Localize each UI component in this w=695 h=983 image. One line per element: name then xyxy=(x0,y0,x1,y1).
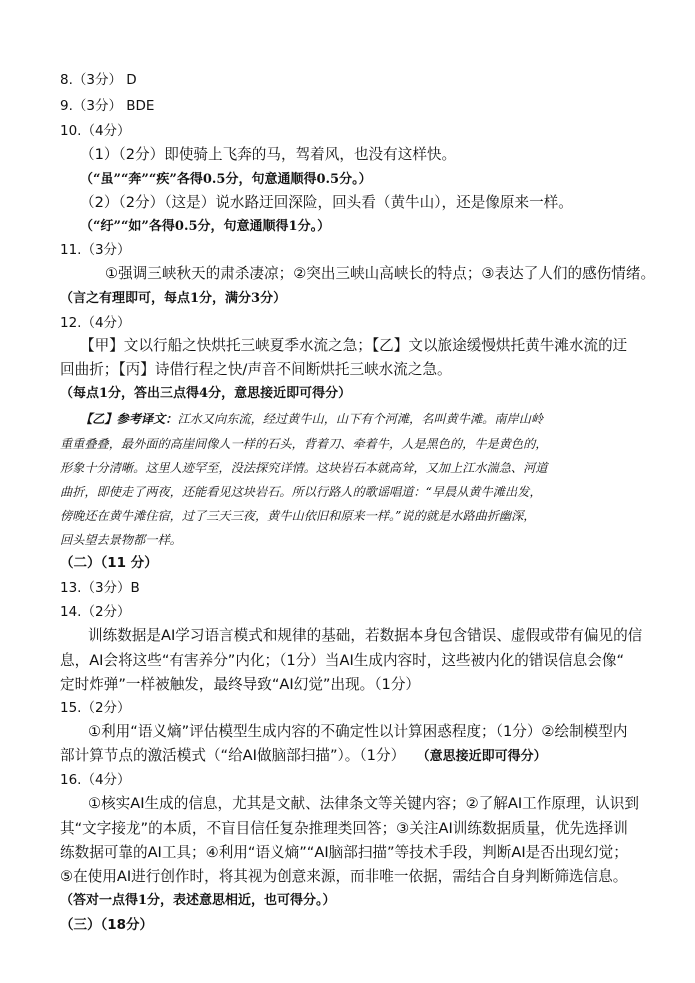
q16-answer-2: 其“文字接龙”的本质，不盲目信任复杂推理类回答；③关注AI训练数据质量，优先选择训 xyxy=(60,820,628,837)
q12-translation-line-1 xyxy=(80,409,543,429)
q16-answer-1: ①核实AI生成的信息，尤其是文献、法律条文等关键内容；②了解AI工作原理，认识到 xyxy=(88,795,639,812)
q12-heading: 12.（4分） xyxy=(60,315,131,331)
q14-answer-2: 息，AI会将这些“有害养分”内化；（1分）当AI生成内容时，这些被内化的错误信息会像“ xyxy=(60,652,625,669)
section-3-heading: （三）（18分） xyxy=(60,917,154,933)
q14-answer-1: 训练数据是AI学习语言模式和规律的基础，若数据本身包含错误、虚假或带有偏见的信 xyxy=(88,627,643,644)
q16-answer-3: 练数据可靠的AI工具；④利用“语义熵”“AI脑部扫描”等技术手段，判断AI是否出现幻觉； xyxy=(60,844,628,861)
q16-heading: 16.（4分） xyxy=(60,772,131,788)
translation-text: 江水又向东流，经过黄牛山，山下有个河滩，名叫黄牛滩。南岸山岭 xyxy=(177,412,544,426)
q15-answer-2-row xyxy=(60,746,547,767)
q11-heading: 11.（3分） xyxy=(60,242,131,258)
q10-heading: 10.（4分） xyxy=(60,123,131,139)
q10-answer-2: （2）（2分）（这是）说水路迂回深险，回头看（黄牛山），还是像原来一样。 xyxy=(80,194,573,211)
q15-scoring-note: （意思接近即可得分） xyxy=(423,749,547,764)
q12-answer-1: 【甲】文以行船之快烘托三峡夏季水流之急；【乙】文以旅途缓慢烘托黄牛滩水流的迂 xyxy=(80,337,628,354)
q12-translation-line-2: 重重叠叠，最外面的高崖间像人一样的石头，背着刀、牵着牛，人是黑色的，牛是黄色的， xyxy=(60,437,548,451)
q12-translation-line-6: 回头望去景物都一样。 xyxy=(60,533,182,547)
q15-answer-1: ①利用“语义熵”评估模型生成内容的不确定性以计算困惑程度；（1分）②绘制模型内 xyxy=(88,723,628,740)
q12-translation-line-3: 形象十分清晰。这里人迹罕至，没法探究详情。这块岩石本就高耸，又加上江水湍急、河道 xyxy=(60,461,548,475)
q15-answer-2: 部计算节点的激活模式（“给AI做脑部扫描”）。（1分） xyxy=(60,747,406,764)
q15-heading: 15.（2分） xyxy=(60,700,131,716)
q11-answer: ①强调三峡秋天的肃杀凄凉；②突出三峡山高峡长的特点；③表达了人们的感伤情绪。 xyxy=(105,265,656,282)
q14-answer-3: 定时炸弹”一样被触发，最终导致“AI幻觉”出现。（1分） xyxy=(60,676,421,693)
q14-heading: 14.（2分） xyxy=(60,604,131,620)
q16-scoring-note: （答对一点得1分，表述意思相近，也可得分。） xyxy=(60,893,336,908)
section-2-heading: （二）（11 分） xyxy=(60,555,158,571)
q13-answer: 13.（3分）B xyxy=(60,580,140,596)
q9-answer: 9.（3分） BDE xyxy=(60,98,155,114)
q10-scoring-note-2: （“纡”“如”各得0.5分，句意通顺得1分。） xyxy=(80,219,331,234)
q8-answer: 8.（3分） D xyxy=(60,72,137,88)
q12-translation-line-5: 傍晚还在黄牛滩住宿，过了三天三夜，黄牛山依旧和原来一样。”说的就是水路曲折幽深， xyxy=(60,509,536,523)
q10-answer-1: （1）（2分）即使骑上飞奔的马，驾着风，也没有这样快。 xyxy=(80,146,457,163)
q12-translation-line-4: 曲折，即使走了两夜，还能看见这块岩石。所以行路人的歌谣唱道：“早晨从黄牛滩出发， xyxy=(60,485,542,499)
q12-scoring-note: （每点1分，答出三点得4分，意思接近即可得分） xyxy=(60,386,352,401)
q11-scoring-note: （言之有理即可，每点1分，满分3分） xyxy=(60,291,287,306)
q10-scoring-note-1: （“虽”“奔”“疾”各得0.5分，句意通顺得0.5分。） xyxy=(80,172,372,187)
q12-answer-2: 回曲折；【丙】诗借行程之快/声音不间断烘托三峡水流之急。 xyxy=(60,361,452,378)
q16-answer-4: ⑤在使用AI进行创作时，将其视为创意来源，而非唯一依据，需结合自身判断筛选信息。 xyxy=(60,868,628,885)
translation-label: 【乙】参考译文： xyxy=(80,412,178,426)
